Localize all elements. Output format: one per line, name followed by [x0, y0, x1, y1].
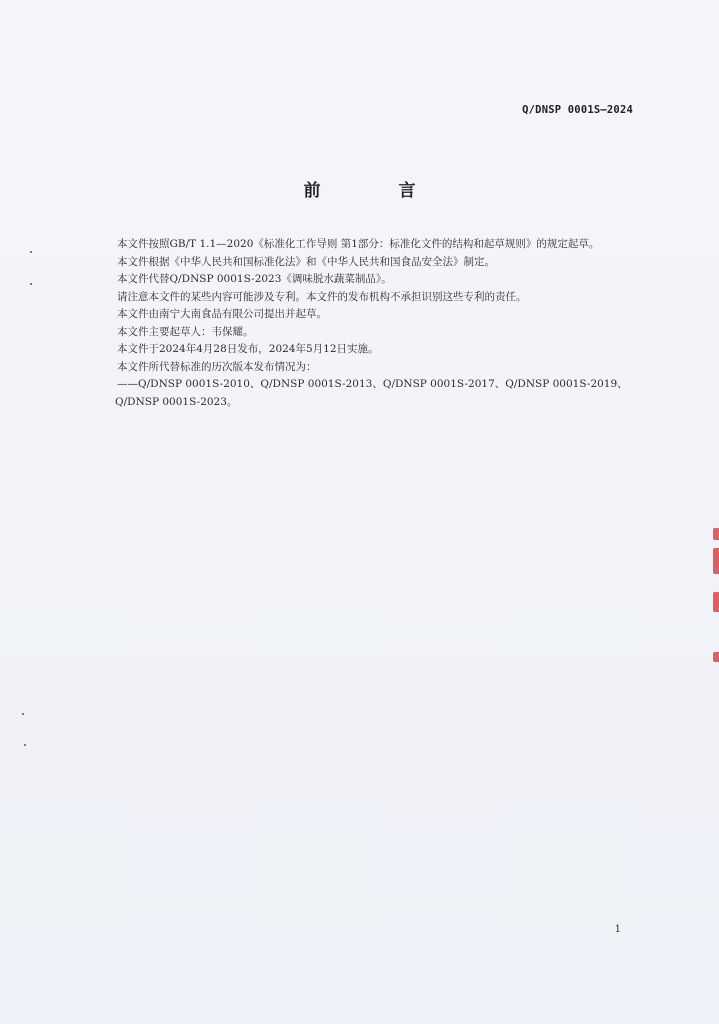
paragraph-drafter: 本文件主要起草人：韦保耀。	[117, 325, 254, 338]
paragraph-dates: 本文件于2024年4月28日发布，2024年5月12日实施。	[117, 343, 379, 355]
paragraph-history-list-end: Q/DNSP 0001S-2023。	[115, 395, 238, 408]
scan-speck	[30, 283, 32, 285]
paragraph-history-intro: 本文件所代替标准的历次版本发布情况为：	[117, 360, 317, 373]
scan-speck	[30, 251, 32, 253]
seal-edge-mark	[713, 548, 719, 574]
page-number: 1	[614, 924, 621, 935]
paragraph-legal-basis: 本文件根据《中华人民共和国标准化法》和《中华人民共和国食品安全法》制定。	[117, 255, 495, 268]
paragraph-patent-notice: 请注意本文件的某些内容可能涉及专利。本文件的发布机构不承担识别这些专利的责任。	[117, 290, 527, 303]
page-title: 前 言	[303, 181, 452, 201]
paragraph-drafting-rules: 本文件按照GB/T 1.1—2020《标准化工作导则 第1部分：标准化文件的结构和起草规则》的规定起草。	[117, 238, 600, 250]
document-id: Q/DNSP 0001S—2024	[522, 104, 633, 116]
scan-speck	[24, 744, 26, 746]
paragraph-history-list: ——Q/DNSP 0001S-2010、Q/DNSP 0001S-2013、Q/DNSP 0001S-2017、Q/DNSP 0001S-2019、	[117, 378, 628, 390]
paragraph-replaces: 本文件代替Q/DNSP 0001S-2023《调味脱水蔬菜制品》。	[117, 273, 392, 285]
foreword-body	[93, 236, 633, 411]
seal-edge-mark	[713, 652, 719, 662]
scan-speck	[22, 713, 24, 715]
seal-edge-mark	[713, 592, 719, 612]
paragraph-proposer: 本文件由南宁大南食品有限公司提出并起草。	[117, 308, 327, 320]
seal-edge-mark	[713, 528, 719, 540]
